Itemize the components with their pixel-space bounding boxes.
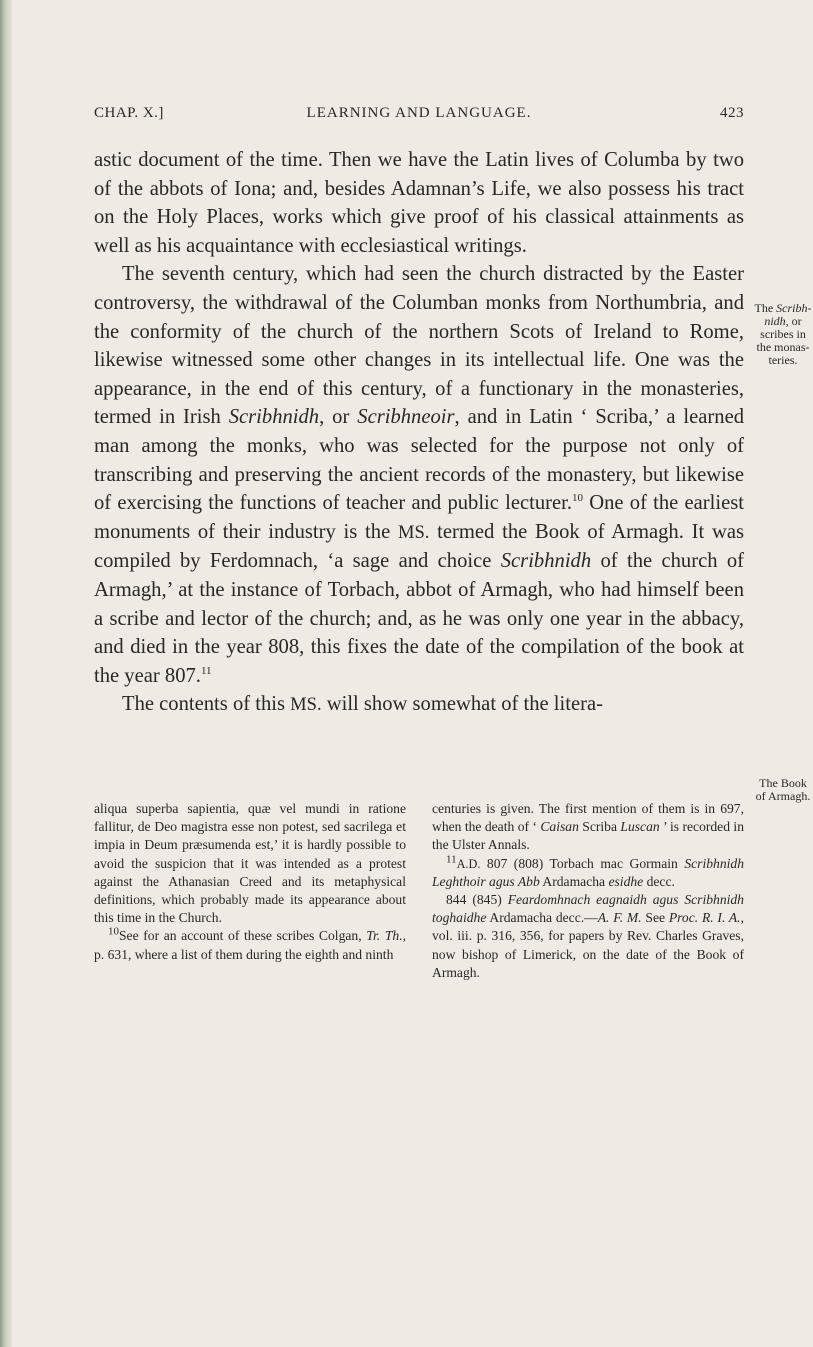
footnotes-right-column xyxy=(432,800,744,982)
paragraph-1: astic document of the time. Then we have the Latin lives of Columba by two of the abbots of Iona; and, besides Adamnan’s Life, we also possess his tract on the Holy Places, works which give proof of his classical attainments as well as his acquaintance with ecclesiastical writings. xyxy=(94,149,744,257)
paragraph-3: The contents of this MS. will show somewhat of the litera- xyxy=(122,693,603,716)
page-binding-edge xyxy=(0,0,12,1347)
page-number: 423 xyxy=(720,105,744,121)
footnotes-left-column xyxy=(94,800,406,964)
footnote-ref-11: 11 xyxy=(200,664,212,677)
footnote-10-continuation: centuries is given. The first mention of them is in 697, when the death of ‘ Caisan Scriba Luscan ’ is recorded in the Ulster Annals. xyxy=(432,801,744,853)
main-text xyxy=(94,146,744,720)
running-title: LEARNING AND LANGUAGE. xyxy=(306,105,532,121)
footnote-11: $^{11}$A.D. 807 (808) Torbach mac Gormain Scribhnidh Leghthoir agus Abb Ardamacha esidhe decc. xyxy=(432,853,744,889)
footnote-ref-10: 10 xyxy=(572,492,584,505)
marginal-note-book-of-armagh: The Book of Armagh. xyxy=(755,776,811,803)
footnote-continuation: aliqua superba sapientia, quæ vel mundi in ratione fallitur, de Deo magistra esse non potest, sed sacrilega et impia in Deum præsumenda est,’ it is hardly possible to avoid the suspicion that it was intended as a protest against the Athanasian Creed and its metaphysical definitions, which probably made its appearance about this time in the Church. xyxy=(94,801,406,926)
footnote-11-entry-844: 844 (845) Feardomhnach eagnaidh agus Scribhnidh toghaidhe Ardamacha decc.—A. F. M. See Proc. R. I. A., vol. iii. p. 316, 356, for papers by Rev. Charles Graves, now bishop of Limerick, on the date of the Book of Armagh. xyxy=(432,892,744,980)
paragraph-2: The seventh century, which had seen the church distracted by the Easter controversy, the withdrawal of the Columban monks from Northumbria, and the conformity of the church of the northern Scots of Ireland to Rome, likewise witnessed some other changes in its intellectual life. One was the appearance, in the end of this century, of a functionary in the monasteries, termed in Irish Scribhnidh, or Scribhneoir, and in Latin ‘ Scriba,’ a learned man among the monks, who was selected for the purpose not only of transcribing and preserving the ancient records of the monastery, but likewise of exercising the functions of teacher and public lecturer.$^{10}$ One of the earliest monuments of their industry is the MS. termed the Book of Armagh. It was compiled by Ferdomnach, ‘a sage and choice Scribhnidh of the church of Armagh,’ at the instance of Torbach, abbot of Armagh, who had himself been a scribe and lector of the church; and, as he was only one year in the abbacy, and died in the year 808, this fixes the date of the compilation of the book at the year 807.11 xyxy=(94,263,745,687)
running-header xyxy=(94,105,744,129)
chapter-label: CHAP. X.] xyxy=(94,105,164,121)
marginal-note-scribhnidh: The Scribh-nidh, or scribes in the monas-teries. xyxy=(754,301,812,367)
footnote-10: $^{10}$See for an account of these scribes Colgan, Tr. Th., p. 631, where a list of them during the eighth and ninth xyxy=(94,925,406,962)
